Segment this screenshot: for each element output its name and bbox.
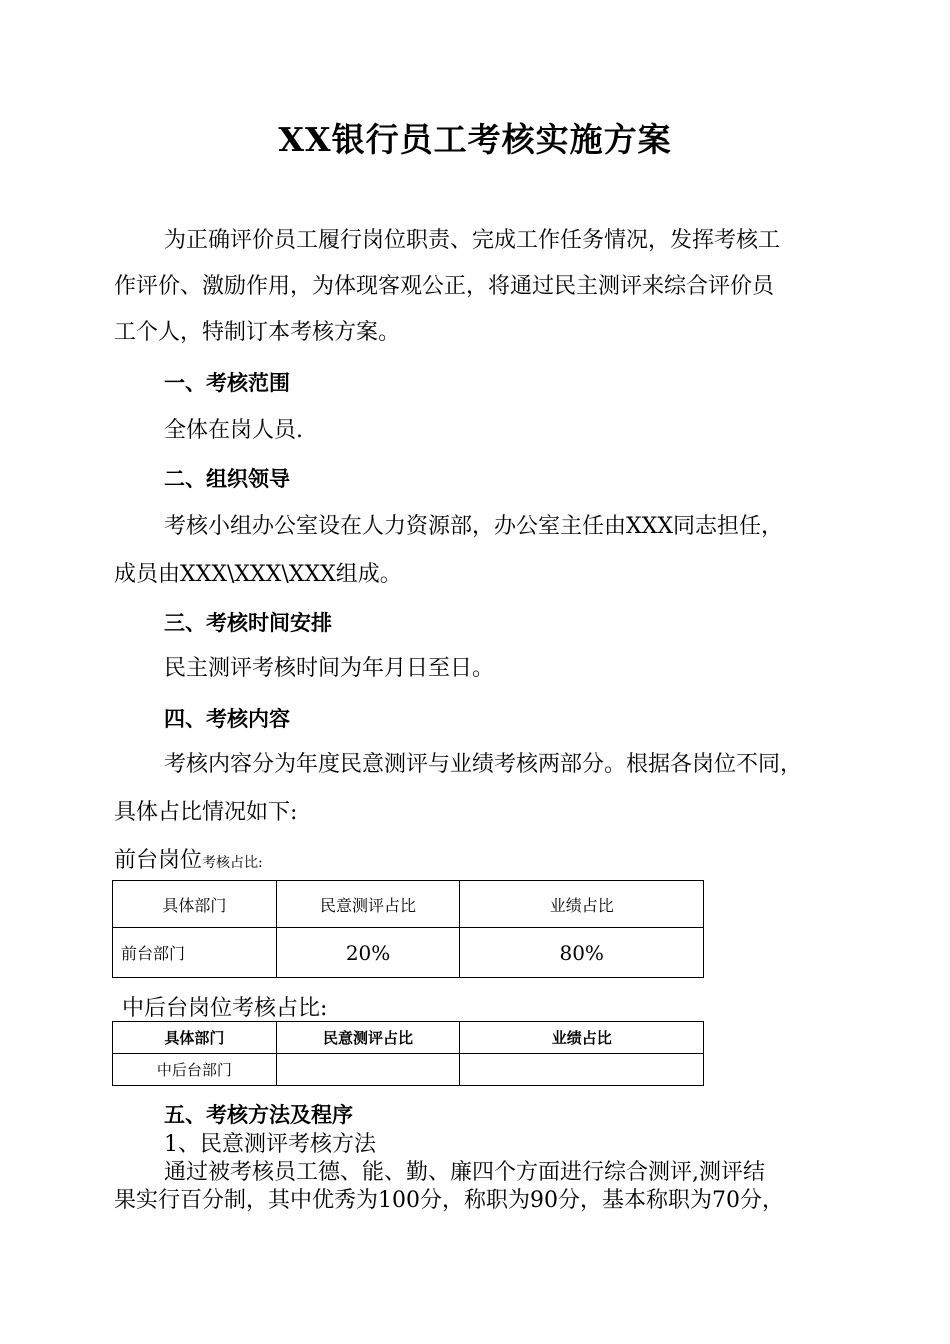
- section-body-method-2: 果实行百分制，其中优秀为100分，称职为90分，基本称职为70分，: [114, 1188, 784, 1213]
- section-body-content-2: 具体占比情况如下:: [114, 800, 298, 825]
- table-cell-performance-ratio: 80%: [460, 928, 704, 978]
- table-header-cell: 民意测评占比: [276, 1022, 460, 1054]
- intro-line-1: 为正确评价员工履行岗位职责、完成工作任务情况，发挥考核工: [164, 228, 781, 253]
- table-cell-performance-ratio: [460, 1054, 704, 1086]
- table-cell-department: 中后台部门: [113, 1054, 277, 1086]
- section-body-method-1: 通过被考核员工德、能、勤、廉四个方面进行综合测评,测评结: [164, 1160, 765, 1185]
- intro-line-3: 工个人，特制订本考核方案。: [114, 320, 401, 345]
- table1-caption-small: 考核占比:: [202, 855, 263, 871]
- table-header-cell: 业绩占比: [460, 881, 704, 928]
- section-body-schedule: 民主测评考核时间为年月日至日。: [164, 656, 495, 681]
- table1-caption-main: 前台岗位: [114, 848, 203, 873]
- section-body-organization-2: 成员由XXX\XXX\XXX组成。: [114, 562, 402, 587]
- section-heading-method: 五、考核方法及程序: [164, 1102, 353, 1127]
- table-front-office-ratio: [112, 880, 704, 978]
- table-header-row: [113, 881, 704, 928]
- document-title: XX银行员工考核实施方案: [278, 120, 672, 159]
- section-heading-scope: 一、考核范围: [164, 370, 290, 395]
- table-header-cell: 具体部门: [113, 881, 277, 928]
- table-cell-department: 前台部门: [113, 928, 277, 978]
- table2-caption: 中后台岗位考核占比:: [122, 996, 328, 1021]
- section-heading-content: 四、考核内容: [164, 706, 290, 731]
- table-header-row: [113, 1022, 704, 1054]
- table-row: [113, 1054, 704, 1086]
- table-header-cell: 业绩占比: [460, 1022, 704, 1054]
- section-body-scope: 全体在岗人员.: [164, 418, 303, 443]
- table-header-cell: 民意测评占比: [276, 881, 460, 928]
- intro-line-2: 作评价、激励作用，为体现客观公正，将通过民主测评来综合评价员: [114, 274, 775, 299]
- section-subheading-opinion-method: 1、民意测评考核方法: [164, 1132, 376, 1157]
- table-row: [113, 928, 704, 978]
- section-heading-organization: 二、组织领导: [164, 466, 290, 491]
- table1-caption: [114, 846, 263, 878]
- section-heading-schedule: 三、考核时间安排: [164, 610, 332, 635]
- section-body-organization-1: 考核小组办公室设在人力资源部，办公室主任由XXX同志担任，: [164, 514, 783, 539]
- table-header-cell: 具体部门: [113, 1022, 277, 1054]
- table-cell-opinion-ratio: 20%: [276, 928, 460, 978]
- table-back-office-ratio: [112, 1021, 704, 1086]
- section-body-content-1: 考核内容分为年度民意测评与业绩考核两部分。根据各岗位不同，: [164, 752, 803, 777]
- table-cell-opinion-ratio: [276, 1054, 460, 1086]
